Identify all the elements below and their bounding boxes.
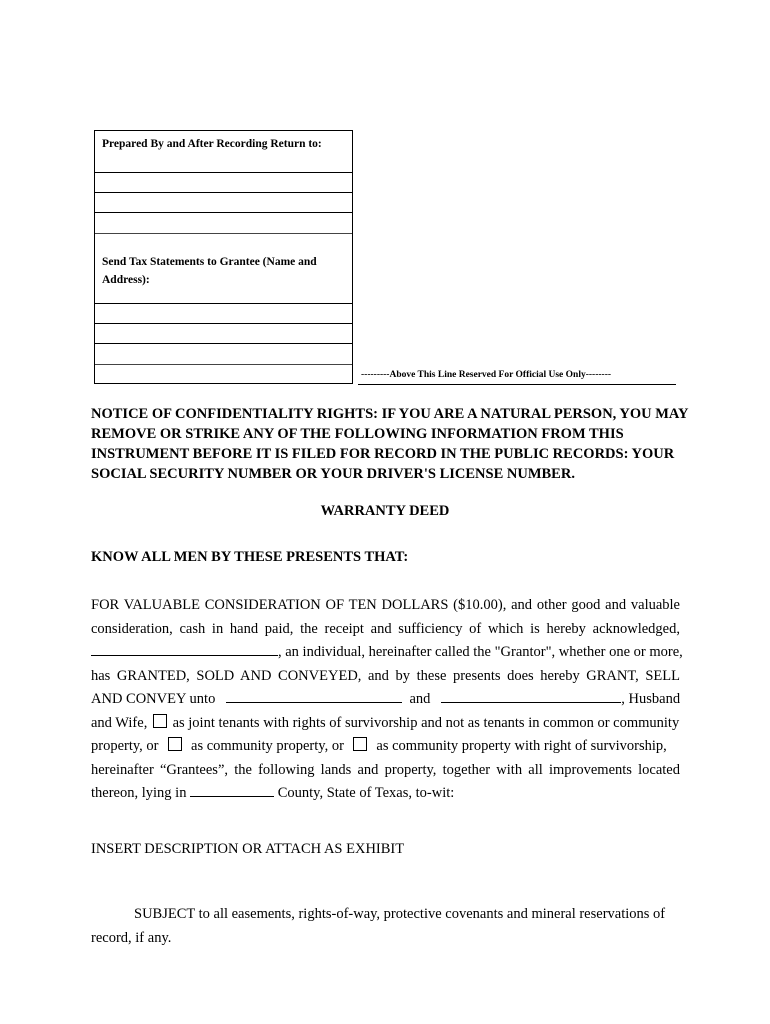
- community-survivorship-checkbox[interactable]: [353, 737, 367, 751]
- county-text: County, State of Texas, to-wit:: [277, 785, 455, 801]
- consideration-line-4: has GRANTED, SOLD AND CONVEYED, and by these presents does hereby GRANT, SELL: [91, 667, 680, 684]
- return-to-line-2[interactable]: [95, 192, 352, 193]
- grantor-text: , an individual, hereinafter called the "Grantor", whether one or more,: [278, 644, 683, 660]
- grantee-2-blank[interactable]: [441, 688, 621, 703]
- return-to-line-4[interactable]: [95, 233, 352, 234]
- grantee-1-blank[interactable]: [226, 688, 402, 703]
- husband-text: , Husband: [621, 691, 681, 707]
- recording-info-box: [94, 130, 353, 384]
- return-to-line-1[interactable]: [95, 172, 352, 173]
- consideration-paragraph: [91, 594, 683, 806]
- community-property-checkbox[interactable]: [168, 737, 182, 751]
- subject-paragraph: [91, 903, 680, 950]
- return-to-line-3[interactable]: [95, 212, 352, 213]
- joint-tenants-text: as joint tenants with rights of survivorship and not as tenants in common or community: [172, 714, 680, 731]
- consideration-line-8: hereinafter “Grantees”, the following lands and property, together with all improvements located: [91, 761, 680, 778]
- subject-text: SUBJECT to all easements, rights-of-way, protective covenants and mineral reservations of record, if any.: [91, 906, 666, 946]
- official-use-rule: [358, 384, 676, 385]
- and-text: and: [409, 691, 431, 707]
- lying-in-text: thereon, lying in: [91, 785, 187, 801]
- grantee-line-2[interactable]: [95, 323, 352, 324]
- grantee-line-4[interactable]: [95, 364, 352, 365]
- and-wife-text: and Wife,: [91, 714, 148, 731]
- grantee-line-1[interactable]: [95, 303, 352, 304]
- consideration-line-7: [91, 735, 680, 759]
- know-all-heading: KNOW ALL MEN BY THESE PRESENTS THAT:: [91, 549, 409, 565]
- official-use-notice: ---------Above This Line Reserved For Official Use Only--------: [361, 370, 612, 380]
- send-tax-label: Send Tax Statements to Grantee (Name and Address):: [102, 256, 317, 286]
- insert-description: INSERT DESCRIPTION OR ATTACH AS EXHIBIT: [91, 841, 405, 857]
- grantor-name-blank[interactable]: [91, 641, 278, 656]
- grantee-line-3[interactable]: [95, 343, 352, 344]
- consideration-line-9: [91, 782, 680, 806]
- joint-tenants-checkbox[interactable]: [153, 714, 167, 728]
- consideration-line-2: consideration, cash in hand paid, the receipt and sufficiency of which is hereby acknowledged,: [91, 620, 680, 637]
- consideration-line-6: [91, 712, 680, 736]
- confidentiality-notice: NOTICE OF CONFIDENTIALITY RIGHTS: IF YOU ARE A NATURAL PERSON, YOU MAY REMOVE OR STRIKE ANY OF THE FOLLOWING INFORMATION FROM THIS INSTRUMENT BEFORE IT IS FILED FOR RECORD IN THE PUBLIC RECORDS: YOUR SOCIAL SECURITY NUMBER OR YOUR DRIVER'S LICENSE NUMBER.: [91, 406, 688, 482]
- county-blank[interactable]: [190, 782, 274, 797]
- consideration-line-5: [91, 688, 680, 712]
- consideration-line-1: FOR VALUABLE CONSIDERATION OF TEN DOLLARS ($10.00), and other good and valuable: [91, 597, 680, 613]
- property-or-text: property, or: [91, 738, 159, 754]
- consideration-line-3: [91, 641, 683, 665]
- community-survivorship-text: as community property with right of survivorship,: [376, 738, 667, 754]
- prepared-by-label: Prepared By and After Recording Return to:: [102, 138, 322, 150]
- deed-title: WARRANTY DEED: [320, 503, 450, 519]
- convey-unto-text: AND CONVEY unto: [91, 691, 216, 707]
- community-property-text: as community property, or: [191, 738, 344, 754]
